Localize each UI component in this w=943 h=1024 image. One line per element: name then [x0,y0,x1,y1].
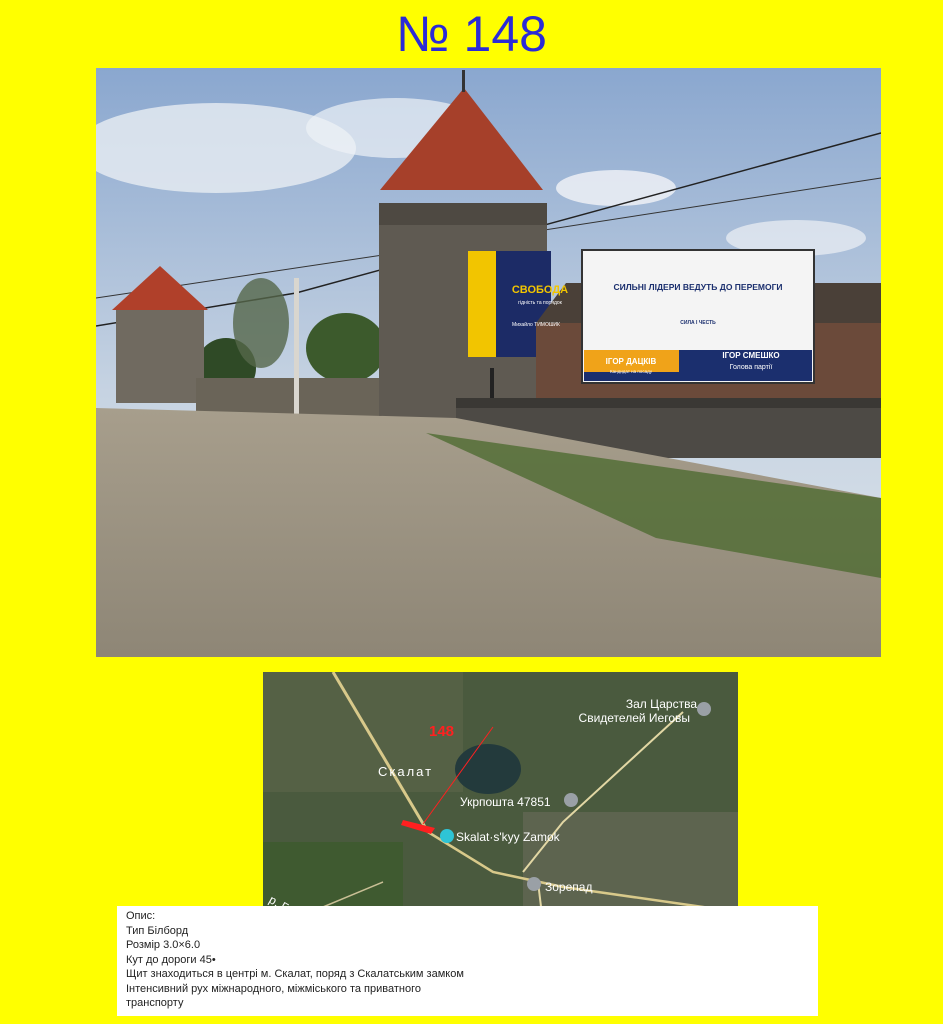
right-billboard-headline: СИЛЬНІ ЛІДЕРИ ВЕДУТЬ ДО ПЕРЕМОГИ [613,282,783,292]
map-label-kingdom-hall-1: Зал Царства [625,697,697,711]
description-line: Тип Білборд [126,924,189,937]
left-billboard-party: СВОБОДА [511,284,569,296]
description-line: Інтенсивний рух міжнародного, міжміського та приватного [126,982,421,995]
right-billboard-logo: СИЛА І ЧЕСТЬ [680,320,716,326]
right-billboard-left-name: ІГОР ДАЦКІВ [605,357,657,366]
zorepad-pin-icon[interactable] [527,877,541,891]
page-title: № 148 [396,6,547,62]
left-billboard-candidate: Михайло ТИМОШИК [512,322,560,328]
description-line: Розмір 3.0×6.0 [126,939,201,951]
right-billboard-right-name: ІГОР СМЕШКО [722,351,780,360]
map-label-zorepad: Зорепад [545,880,593,894]
castle-pin-icon[interactable] [440,829,454,843]
description-line: транспорту [126,997,184,1009]
right-billboard-right-caption: Голова партії [729,364,773,371]
kingdom-hall-pin-icon[interactable] [697,702,711,716]
post-pin-icon[interactable] [564,793,578,807]
map-town-label: Скалат [378,764,434,779]
map-label-castle: Skalat·s'kyy Zamok [456,830,560,844]
left-billboard-slogan: гідність та порядок [518,300,562,306]
marker-number: 148 [429,723,455,740]
description-line: Кут до дороги 45• [126,953,216,966]
billboard-photo [96,68,881,657]
right-billboard-left-caption: Кандидат на посаду [610,369,652,374]
map-label-post-1: Укрпошта 47851 [460,795,551,809]
map-label-kingdom-hall-2: Свидетелей Иеговы [578,711,690,725]
description-box [117,906,818,1016]
description-heading: Опис: [126,910,156,922]
description-line: Щит знаходиться в центрі м. Скалат, поряд з Скалатським замком [126,968,464,980]
